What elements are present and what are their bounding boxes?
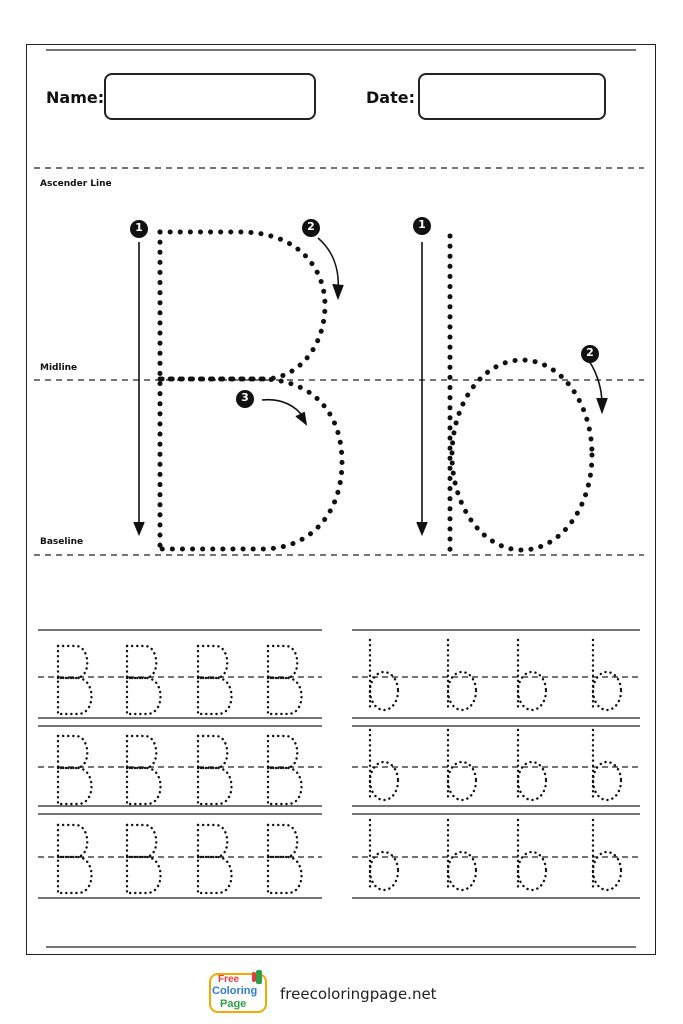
stroke-number-2-upper: 2 — [307, 220, 315, 233]
date-field[interactable] — [418, 73, 606, 120]
midline-label: Midline — [40, 363, 78, 373]
direction-arrows — [134, 238, 607, 534]
free-coloring-page-logo: Free Coloring Page — [208, 970, 268, 1016]
practice-uppercase-b-rows — [58, 646, 302, 893]
footer-site-link[interactable]: freecoloringpage.net — [280, 985, 437, 1003]
stroke-number-3-upper: 3 — [241, 391, 249, 404]
date-label: Date: — [366, 88, 415, 107]
stroke-number-2-lower: 2 — [586, 346, 594, 359]
stroke-number-1-upper: 1 — [135, 221, 143, 234]
practice-guides-left — [38, 630, 322, 898]
ascender-line-label: Ascender Line — [40, 179, 112, 189]
big-lowercase-b — [450, 236, 592, 550]
stroke-number-1-lower: 1 — [418, 218, 426, 231]
name-label: Name: — [46, 88, 105, 107]
baseline-label: Baseline — [40, 537, 84, 547]
name-field[interactable] — [104, 73, 316, 120]
big-uppercase-b — [160, 232, 342, 549]
